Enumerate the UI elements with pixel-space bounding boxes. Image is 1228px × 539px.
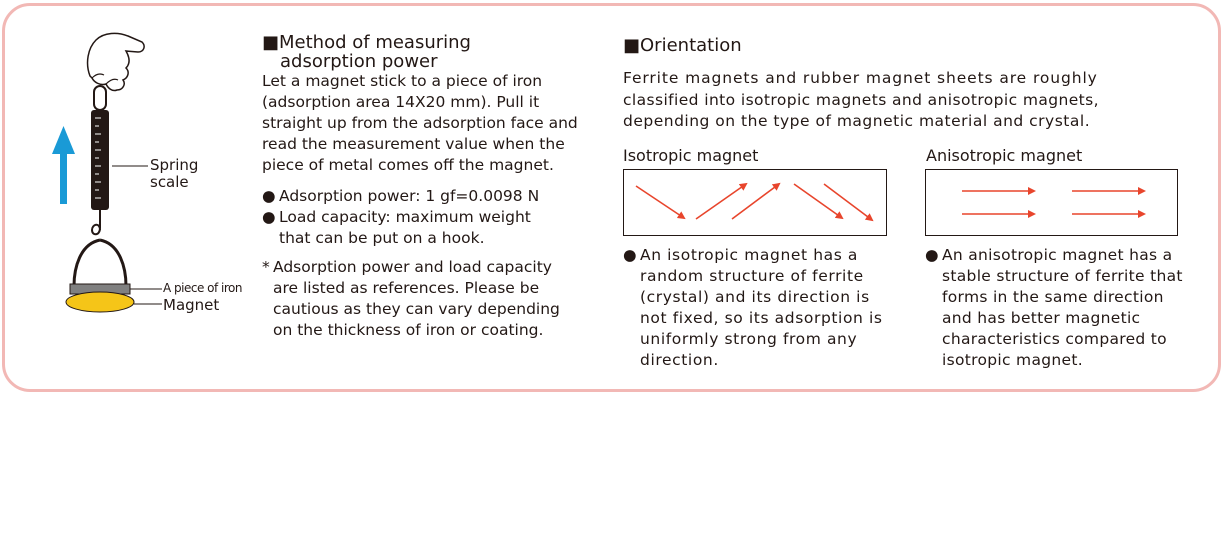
measuring-heading-line1: Method of measuring: [279, 32, 471, 53]
isotropic-description: [623, 245, 898, 371]
heading-square-icon: ■: [623, 35, 641, 56]
orientation-heading: [623, 36, 1203, 55]
desc-line: direction.: [640, 351, 719, 369]
bullet-dot-icon: ●: [262, 208, 276, 226]
measuring-heading-line2: adsorption power: [280, 51, 438, 72]
desc-line: characteristics compared to: [942, 330, 1167, 348]
spring-scale-label: [150, 157, 198, 191]
note-asterisk-icon: *: [262, 258, 270, 276]
measuring-paragraph: [262, 71, 582, 176]
isotropic-diagram: [623, 169, 887, 236]
note-line: are listed as references. Please be: [273, 279, 540, 297]
desc-line: random structure of ferrite: [640, 267, 864, 285]
orientation-intro: [623, 68, 1203, 133]
isotropic-column: [623, 146, 903, 165]
measuring-heading: [262, 33, 582, 71]
bullet-dot-icon: ●: [262, 187, 276, 205]
anisotropic-arrows: [926, 170, 1177, 235]
desc-line: and has better magnetic: [942, 309, 1141, 327]
hook-icon: [92, 210, 100, 234]
spring-label-line1: Spring: [150, 156, 199, 174]
spring-scale-illustration: [30, 18, 250, 338]
bullet-line: Load capacity: maximum weight: [279, 208, 531, 226]
bullet-line: Adsorption power: 1 gf=0.0098 N: [279, 187, 540, 205]
desc-line: (crystal) and its direction is: [640, 288, 870, 306]
pull-up-arrow-icon: [52, 126, 75, 204]
orientation-section: [623, 36, 1203, 133]
paragraph-line: Let a magnet stick to a piece of iron: [262, 72, 543, 90]
intro-line: classified into isotropic magnets and anisotropic magnets,: [623, 90, 1099, 109]
isotropic-title: Isotropic magnet: [623, 146, 759, 165]
desc-line: not fixed, so its adsorption is: [640, 309, 883, 327]
spring-scale-body: [91, 110, 109, 210]
wire-handle: [74, 240, 126, 286]
bullet-adsorption-power: [262, 186, 582, 207]
measuring-section: [262, 33, 582, 341]
random-arrows: [636, 184, 872, 220]
note-line: on the thickness of iron or coating.: [273, 321, 544, 339]
bullet-load-capacity: [262, 207, 582, 249]
note-line: cautious as they can vary depending: [273, 300, 560, 318]
paragraph-line: (adsorption area 14X20 mm). Pull it: [262, 93, 540, 111]
desc-line: An anisotropic magnet has a: [942, 246, 1173, 264]
anisotropic-description: [925, 245, 1215, 371]
bullet-line: that can be put on a hook.: [279, 229, 485, 247]
bullet-dot-icon: ●: [623, 246, 638, 264]
anisotropic-diagram: [925, 169, 1178, 236]
paragraph-line: piece of metal comes off the magnet.: [262, 156, 554, 174]
magnet-label: Magnet: [163, 296, 220, 314]
desc-line: forms in the same direction: [942, 288, 1164, 306]
bullet-dot-icon: ●: [925, 246, 939, 264]
orientation-heading-text: Orientation: [640, 35, 742, 56]
paragraph-line: straight up from the adsorption face and: [262, 114, 578, 132]
aligned-arrows: [962, 191, 1144, 214]
intro-line: Ferrite magnets and rubber magnet sheets are roughly: [623, 69, 1098, 87]
desc-line: isotropic magnet.: [942, 351, 1083, 369]
magnet-piece: [66, 292, 134, 312]
iron-label: A piece of iron: [163, 281, 242, 295]
desc-line: uniformly strong from any: [640, 330, 858, 348]
spring-label-line2: scale: [150, 173, 189, 191]
scale-ring: [94, 86, 106, 110]
desc-line: An isotropic magnet has a: [640, 246, 859, 264]
paragraph-line: read the measurement value when the: [262, 135, 565, 153]
anisotropic-title: Anisotropic magnet: [926, 146, 1083, 165]
desc-line: stable structure of ferrite that: [942, 267, 1183, 285]
heading-square-icon: ■: [262, 32, 280, 53]
hand-icon: [88, 33, 145, 90]
measuring-bullets: [262, 186, 582, 249]
note-line: Adsorption power and load capacity: [273, 258, 552, 276]
intro-line: depending on the type of magnetic material and crystal.: [623, 112, 1091, 130]
anisotropic-column: [926, 146, 1206, 165]
measuring-note: [262, 257, 582, 341]
isotropic-arrows: [624, 170, 886, 235]
